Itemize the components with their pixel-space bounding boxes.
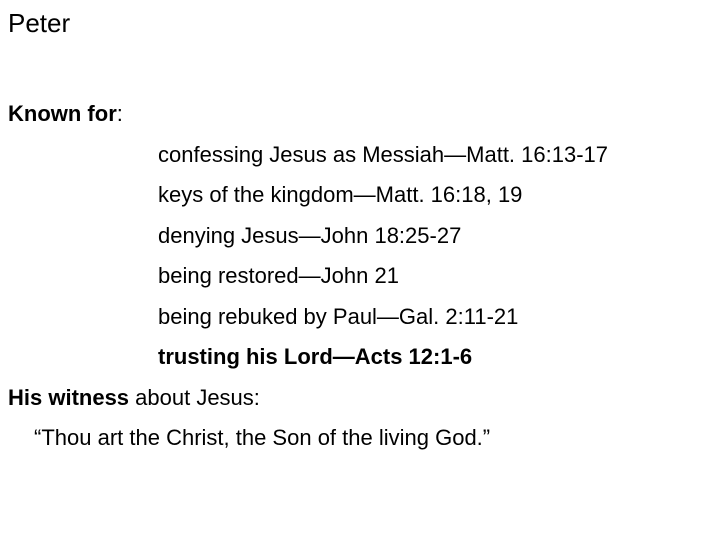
known-for-item-trusting: trusting his Lord—Acts 12:1-6 — [158, 344, 473, 369]
known-for-item-confessing: confessing Jesus as Messiah—Matt. 16:13-17 — [158, 141, 609, 167]
known-for-item-denying: denying Jesus—John 18:25-27 — [158, 222, 462, 248]
known-for-item-keys: keys of the kingdom—Matt. 16:18, 19 — [158, 182, 523, 207]
slide-title: Peter — [8, 8, 71, 38]
known-for-item-rebuked: being rebuked by Paul—Gal. 2:11-21 — [158, 303, 519, 329]
witness-heading — [8, 378, 708, 419]
known-for-colon: : — [116, 101, 123, 126]
known-for-item-restored: being restored—John 21 — [158, 263, 399, 288]
known-for-label: Known for — [8, 101, 117, 126]
witness-label-bold: His witness — [8, 384, 130, 410]
known-for-heading — [8, 94, 708, 135]
witness-quote: “Thou art the Christ, the Son of the living God.” — [34, 425, 491, 450]
witness-label-rest: about Jesus: — [129, 384, 260, 410]
slide-body — [8, 94, 708, 459]
